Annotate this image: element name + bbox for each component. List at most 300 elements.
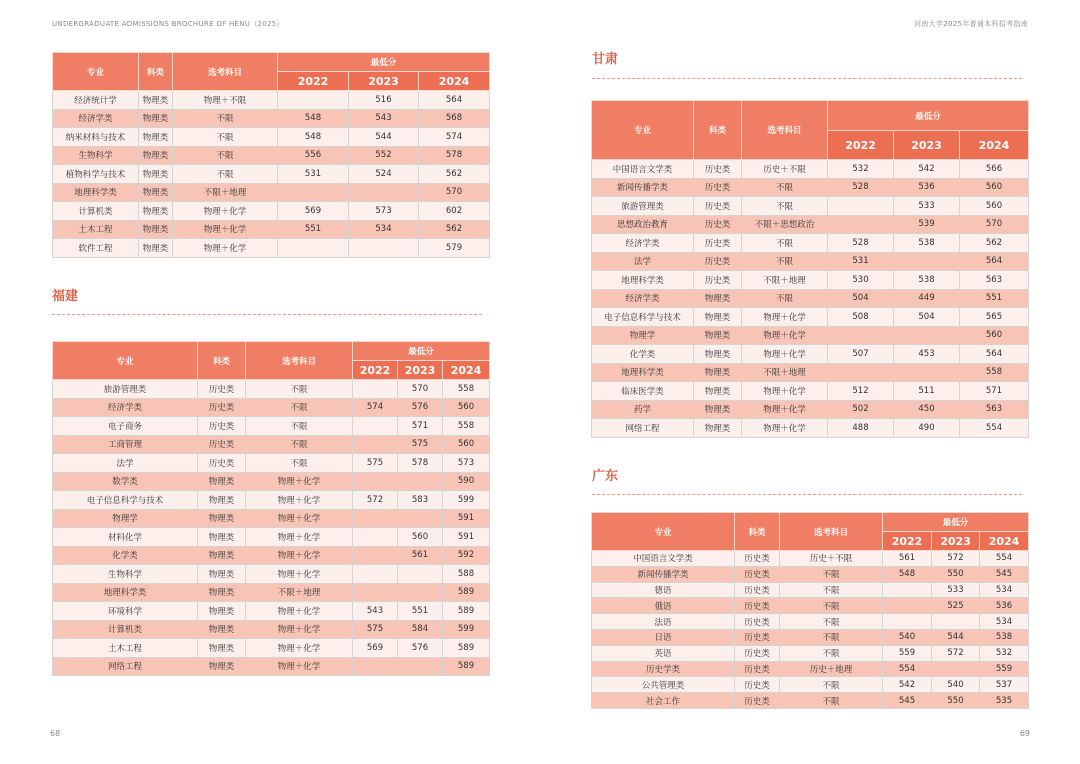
cell-score-2022: [278, 91, 349, 110]
cell-score-2023: 578: [398, 454, 443, 473]
cell-score-2022: 504: [828, 289, 894, 308]
cell-score-2024: 565: [960, 308, 1029, 327]
cell-score-2023: 551: [398, 602, 443, 621]
cell-score-2022: [828, 363, 894, 382]
cell-score-2023: [349, 239, 419, 258]
cell-major: 数学类: [53, 472, 198, 491]
table-row: [53, 657, 490, 676]
cell-score-2022: 548: [278, 109, 349, 128]
cell-score-2023: 538: [894, 234, 960, 253]
cell-score-2024: 589: [443, 583, 490, 602]
cell-major: 俄语: [592, 598, 735, 614]
cell-score-2023: 550: [932, 693, 980, 709]
cell-score-2024: 592: [443, 546, 490, 565]
cell-category: 物理类: [139, 146, 173, 165]
cell-category: 历史类: [198, 398, 246, 417]
cell-category: 物理类: [139, 109, 173, 128]
cell-score-2023: 573: [349, 202, 419, 221]
table-row: [53, 528, 490, 547]
cell-category: 物理类: [198, 509, 246, 528]
cell-score-2024: 558: [960, 363, 1029, 382]
cell-score-2024: 537: [980, 677, 1029, 693]
cell-score-2023: 524: [349, 165, 419, 184]
cell-score-2022: [883, 614, 932, 630]
cell-subjects: 物理＋化学: [246, 491, 353, 510]
cell-major: 日语: [592, 629, 735, 645]
cell-score-2022: [883, 582, 932, 598]
table-row: [592, 252, 1029, 271]
cell-score-2024: 602: [419, 202, 490, 221]
header-subjects: 选考科目: [780, 513, 883, 551]
table-row: [592, 234, 1029, 253]
cell-score-2024: 591: [443, 528, 490, 547]
cell-score-2024: 578: [419, 146, 490, 165]
cell-major: 药学: [592, 400, 694, 419]
running-head-right: 河南大学2025年普通本科招考指南: [914, 20, 1028, 28]
cell-score-2023: 576: [398, 639, 443, 658]
cell-score-2024: 573: [443, 454, 490, 473]
section-divider-fujian: [52, 314, 482, 315]
cell-subjects: 不限＋思想政治: [742, 215, 828, 234]
cell-subjects: 不限: [173, 146, 278, 165]
cell-score-2024: 570: [419, 183, 490, 202]
cell-score-2023: 570: [398, 380, 443, 399]
cell-score-2022: 569: [278, 202, 349, 221]
table-row: [592, 598, 1029, 614]
cell-score-2024: 564: [960, 252, 1029, 271]
cell-score-2023: 450: [894, 400, 960, 419]
cell-score-2022: 548: [278, 128, 349, 147]
cell-major: 新闻传播学类: [592, 178, 694, 197]
table-row: [53, 565, 490, 584]
cell-major: 生物科学: [53, 565, 198, 584]
cell-major: 计算机类: [53, 620, 198, 639]
page-number-right: 69: [1019, 729, 1030, 738]
cell-subjects: 物理＋化学: [173, 202, 278, 221]
header-major: 专业: [592, 101, 694, 160]
cell-major: 地理科学类: [592, 363, 694, 382]
cell-subjects: 不限: [246, 380, 353, 399]
header-subjects: 选考科目: [173, 53, 278, 91]
header-year-2022: 2022: [883, 532, 932, 551]
cell-score-2023: [398, 565, 443, 584]
cell-score-2022: 512: [828, 382, 894, 401]
cell-score-2022: 572: [353, 491, 398, 510]
cell-score-2024: 560: [960, 326, 1029, 345]
table-row: [53, 583, 490, 602]
cell-subjects: 物理＋化学: [246, 639, 353, 658]
cell-score-2024: 545: [980, 566, 1029, 582]
cell-score-2023: 575: [398, 435, 443, 454]
cell-score-2024: 560: [960, 197, 1029, 216]
cell-score-2023: 536: [894, 178, 960, 197]
cell-score-2023: 542: [894, 160, 960, 179]
cell-score-2022: [828, 197, 894, 216]
cell-score-2022: 575: [353, 454, 398, 473]
cell-score-2023: 552: [349, 146, 419, 165]
cell-subjects: 物理＋化学: [246, 620, 353, 639]
cell-category: 历史类: [198, 435, 246, 454]
cell-score-2023: 561: [398, 546, 443, 565]
cell-major: 植物科学与技术: [53, 165, 139, 184]
cell-subjects: 物理＋化学: [742, 419, 828, 438]
cell-major: 网络工程: [53, 657, 198, 676]
cell-score-2023: 543: [349, 109, 419, 128]
header-subjects: 选考科目: [742, 101, 828, 160]
cell-score-2023: 453: [894, 345, 960, 364]
cell-score-2023: 583: [398, 491, 443, 510]
table-guangdong: [591, 512, 1029, 709]
cell-subjects: 不限: [742, 252, 828, 271]
cell-subjects: 历史＋不限: [780, 551, 883, 567]
section-title-guangdong: 广东: [592, 469, 619, 484]
table-fujian: [52, 341, 490, 676]
cell-score-2024: 590: [443, 472, 490, 491]
cell-major: 电子信息科学与技术: [53, 491, 198, 510]
cell-category: 物理类: [198, 620, 246, 639]
cell-category: 物理类: [198, 491, 246, 510]
cell-score-2023: 538: [894, 271, 960, 290]
cell-score-2022: 531: [828, 252, 894, 271]
header-subjects: 选考科目: [246, 342, 353, 380]
cell-score-2024: 532: [980, 645, 1029, 661]
cell-category: 物理类: [694, 382, 742, 401]
cell-score-2024: 571: [960, 382, 1029, 401]
table-row: [592, 582, 1029, 598]
cell-category: 历史类: [694, 234, 742, 253]
cell-score-2022: 507: [828, 345, 894, 364]
table-row: [53, 220, 490, 239]
cell-major: 软件工程: [53, 239, 139, 258]
header-year-2023: 2023: [894, 131, 960, 160]
cell-major: 法语: [592, 614, 735, 630]
cell-major: 土木工程: [53, 220, 139, 239]
cell-score-2024: 535: [980, 693, 1029, 709]
table-row: [592, 363, 1029, 382]
table-row: [53, 165, 490, 184]
cell-category: 物理类: [198, 472, 246, 491]
cell-subjects: 不限: [173, 128, 278, 147]
cell-score-2023: 572: [932, 551, 980, 567]
cell-score-2022: 530: [828, 271, 894, 290]
cell-major: 物理学: [592, 326, 694, 345]
cell-subjects: 不限: [246, 398, 353, 417]
section-divider-gansu: [592, 78, 1022, 79]
cell-score-2024: 568: [419, 109, 490, 128]
cell-subjects: 不限: [780, 566, 883, 582]
cell-major: 电子信息科学与技术: [592, 308, 694, 327]
cell-subjects: 物理＋化学: [246, 509, 353, 528]
cell-subjects: 不限＋地理: [742, 271, 828, 290]
table-row: [53, 398, 490, 417]
cell-score-2022: 502: [828, 400, 894, 419]
cell-score-2024: 599: [443, 620, 490, 639]
cell-score-2024: 591: [443, 509, 490, 528]
cell-subjects: 历史＋不限: [742, 160, 828, 179]
cell-category: 物理类: [198, 602, 246, 621]
cell-score-2022: 545: [883, 693, 932, 709]
table-row: [592, 326, 1029, 345]
cell-subjects: 不限: [246, 454, 353, 473]
cell-subjects: 不限: [173, 109, 278, 128]
cell-category: 物理类: [139, 220, 173, 239]
cell-category: 物理类: [198, 583, 246, 602]
cell-score-2023: [398, 657, 443, 676]
cell-score-2023: 449: [894, 289, 960, 308]
cell-score-2024: 563: [960, 271, 1029, 290]
cell-subjects: 不限: [780, 582, 883, 598]
cell-subjects: 不限: [780, 598, 883, 614]
cell-category: 历史类: [735, 582, 780, 598]
cell-score-2022: [353, 435, 398, 454]
table-row: [592, 566, 1029, 582]
section-title-gansu: 甘肃: [592, 52, 619, 67]
cell-major: 中国语言文学类: [592, 551, 735, 567]
cell-major: 社会工作: [592, 693, 735, 709]
cell-score-2024: 579: [419, 239, 490, 258]
cell-score-2023: 544: [349, 128, 419, 147]
cell-score-2024: 551: [960, 289, 1029, 308]
header-year-2024: 2024: [419, 72, 490, 91]
cell-major: 经济统计学: [53, 91, 139, 110]
table-row: [53, 239, 490, 258]
header-category: 科类: [735, 513, 780, 551]
cell-major: 计算机类: [53, 202, 139, 221]
cell-score-2024: 566: [960, 160, 1029, 179]
cell-score-2024: 562: [419, 165, 490, 184]
cell-major: 经济学类: [592, 289, 694, 308]
cell-score-2024: 536: [980, 598, 1029, 614]
cell-subjects: 不限: [246, 417, 353, 436]
cell-category: 历史类: [694, 197, 742, 216]
cell-score-2023: [932, 614, 980, 630]
cell-score-2023: [932, 661, 980, 677]
cell-subjects: 物理＋不限: [173, 91, 278, 110]
cell-major: 中国语言文学类: [592, 160, 694, 179]
cell-category: 物理类: [139, 91, 173, 110]
cell-category: 物理类: [694, 308, 742, 327]
cell-subjects: 不限: [742, 178, 828, 197]
cell-score-2023: [894, 252, 960, 271]
cell-score-2022: [353, 528, 398, 547]
cell-subjects: 不限: [246, 435, 353, 454]
table-row: [592, 629, 1029, 645]
cell-subjects: 不限: [780, 614, 883, 630]
cell-score-2023: 544: [932, 629, 980, 645]
cell-score-2022: [353, 583, 398, 602]
cell-score-2023: [894, 363, 960, 382]
cell-subjects: 物理＋化学: [246, 472, 353, 491]
cell-category: 物理类: [694, 363, 742, 382]
cell-score-2023: [349, 183, 419, 202]
cell-score-2023: 539: [894, 215, 960, 234]
table-row: [53, 91, 490, 110]
section-title-fujian: 福建: [52, 289, 79, 304]
cell-score-2022: [353, 657, 398, 676]
header-min-score: 最低分: [883, 513, 1029, 532]
table-row: [53, 417, 490, 436]
cell-subjects: 物理＋化学: [246, 546, 353, 565]
cell-category: 历史类: [735, 598, 780, 614]
table-row: [53, 454, 490, 473]
cell-subjects: 物理＋化学: [742, 345, 828, 364]
table-row: [53, 602, 490, 621]
cell-score-2023: 490: [894, 419, 960, 438]
cell-category: 物理类: [694, 289, 742, 308]
cell-major: 法学: [53, 454, 198, 473]
header-year-2024: 2024: [443, 361, 490, 380]
cell-score-2023: 504: [894, 308, 960, 327]
cell-score-2023: 534: [349, 220, 419, 239]
cell-score-2024: 560: [443, 435, 490, 454]
header-year-2023: 2023: [398, 361, 443, 380]
cell-score-2024: 534: [980, 614, 1029, 630]
cell-major: 物理学: [53, 509, 198, 528]
cell-major: 土木工程: [53, 639, 198, 658]
cell-subjects: 不限: [742, 289, 828, 308]
header-year-2024: 2024: [980, 532, 1029, 551]
header-major: 专业: [53, 342, 198, 380]
cell-score-2023: 572: [932, 645, 980, 661]
cell-score-2022: 542: [883, 677, 932, 693]
table-row: [592, 160, 1029, 179]
table-row: [592, 551, 1029, 567]
cell-major: 经济学类: [592, 234, 694, 253]
cell-category: 历史类: [735, 566, 780, 582]
cell-category: 历史类: [735, 551, 780, 567]
cell-major: 经济学类: [53, 398, 198, 417]
cell-score-2023: [398, 583, 443, 602]
cell-subjects: 物理＋化学: [173, 239, 278, 258]
cell-score-2022: 543: [353, 602, 398, 621]
cell-score-2022: [828, 215, 894, 234]
header-year-2022: 2022: [353, 361, 398, 380]
cell-score-2022: 556: [278, 146, 349, 165]
header-major: 专业: [592, 513, 735, 551]
cell-score-2022: [278, 239, 349, 258]
cell-subjects: 物理＋化学: [246, 528, 353, 547]
cell-score-2023: [398, 509, 443, 528]
table-row: [592, 197, 1029, 216]
cell-major: 德语: [592, 582, 735, 598]
cell-score-2023: 533: [894, 197, 960, 216]
table-row: [592, 308, 1029, 327]
cell-score-2022: [353, 417, 398, 436]
cell-category: 物理类: [694, 326, 742, 345]
table-top-left: [52, 52, 490, 258]
cell-score-2024: 558: [443, 417, 490, 436]
cell-score-2024: 574: [419, 128, 490, 147]
cell-score-2022: 528: [828, 178, 894, 197]
cell-score-2022: 531: [278, 165, 349, 184]
cell-score-2022: [278, 183, 349, 202]
cell-score-2023: 571: [398, 417, 443, 436]
cell-category: 物理类: [139, 128, 173, 147]
cell-score-2024: 570: [960, 215, 1029, 234]
cell-score-2023: 511: [894, 382, 960, 401]
table-row: [592, 677, 1029, 693]
cell-score-2022: 532: [828, 160, 894, 179]
section-divider-guangdong: [592, 494, 1022, 495]
cell-subjects: 物理＋化学: [742, 400, 828, 419]
cell-category: 物理类: [139, 239, 173, 258]
table-row: [592, 693, 1029, 709]
cell-major: 旅游管理类: [53, 380, 198, 399]
cell-score-2022: 554: [883, 661, 932, 677]
cell-major: 经济学类: [53, 109, 139, 128]
cell-category: 物理类: [198, 528, 246, 547]
cell-subjects: 物理＋化学: [742, 382, 828, 401]
header-category: 科类: [139, 53, 173, 91]
header-year-2024: 2024: [960, 131, 1029, 160]
cell-major: 地理科学类: [53, 183, 139, 202]
cell-subjects: 物理＋化学: [742, 326, 828, 345]
table-row: [53, 202, 490, 221]
cell-score-2022: 508: [828, 308, 894, 327]
cell-subjects: 物理＋化学: [742, 308, 828, 327]
running-head-left: UNDERGRADUATE ADMISSIONS BROCHURE OF HENU（2025）: [52, 20, 284, 28]
cell-score-2022: [828, 326, 894, 345]
cell-subjects: 不限: [173, 165, 278, 184]
table-row: [53, 620, 490, 639]
cell-score-2022: 561: [883, 551, 932, 567]
cell-score-2022: 540: [883, 629, 932, 645]
cell-category: 历史类: [735, 693, 780, 709]
cell-score-2022: [353, 472, 398, 491]
header-year-2022: 2022: [828, 131, 894, 160]
header-category: 科类: [198, 342, 246, 380]
cell-score-2022: [883, 598, 932, 614]
cell-score-2024: 558: [443, 380, 490, 399]
table-row: [53, 472, 490, 491]
header-year-2023: 2023: [349, 72, 419, 91]
cell-category: 历史类: [735, 629, 780, 645]
table-row: [53, 546, 490, 565]
cell-category: 历史类: [198, 380, 246, 399]
table-row: [592, 645, 1029, 661]
cell-major: 化学类: [592, 345, 694, 364]
cell-subjects: 不限: [780, 645, 883, 661]
table-row: [53, 509, 490, 528]
cell-category: 历史类: [694, 160, 742, 179]
cell-score-2023: [398, 472, 443, 491]
header-category: 科类: [694, 101, 742, 160]
cell-score-2024: 589: [443, 657, 490, 676]
right-page: [540, 0, 1080, 764]
cell-score-2024: 562: [960, 234, 1029, 253]
cell-category: 历史类: [735, 661, 780, 677]
cell-score-2022: 548: [883, 566, 932, 582]
table-row: [592, 271, 1029, 290]
cell-score-2023: 525: [932, 598, 980, 614]
cell-major: 旅游管理类: [592, 197, 694, 216]
cell-category: 历史类: [198, 454, 246, 473]
table-row: [592, 400, 1029, 419]
cell-subjects: 不限: [780, 693, 883, 709]
table-row: [592, 215, 1029, 234]
cell-score-2024: 564: [419, 91, 490, 110]
cell-major: 公共管理类: [592, 677, 735, 693]
cell-major: 英语: [592, 645, 735, 661]
cell-subjects: 历史＋地理: [780, 661, 883, 677]
cell-category: 物理类: [139, 183, 173, 202]
cell-major: 网络工程: [592, 419, 694, 438]
cell-score-2022: [353, 546, 398, 565]
header-min-score: 最低分: [278, 53, 490, 72]
cell-score-2022: 528: [828, 234, 894, 253]
cell-category: 历史类: [198, 417, 246, 436]
cell-category: 历史类: [735, 645, 780, 661]
